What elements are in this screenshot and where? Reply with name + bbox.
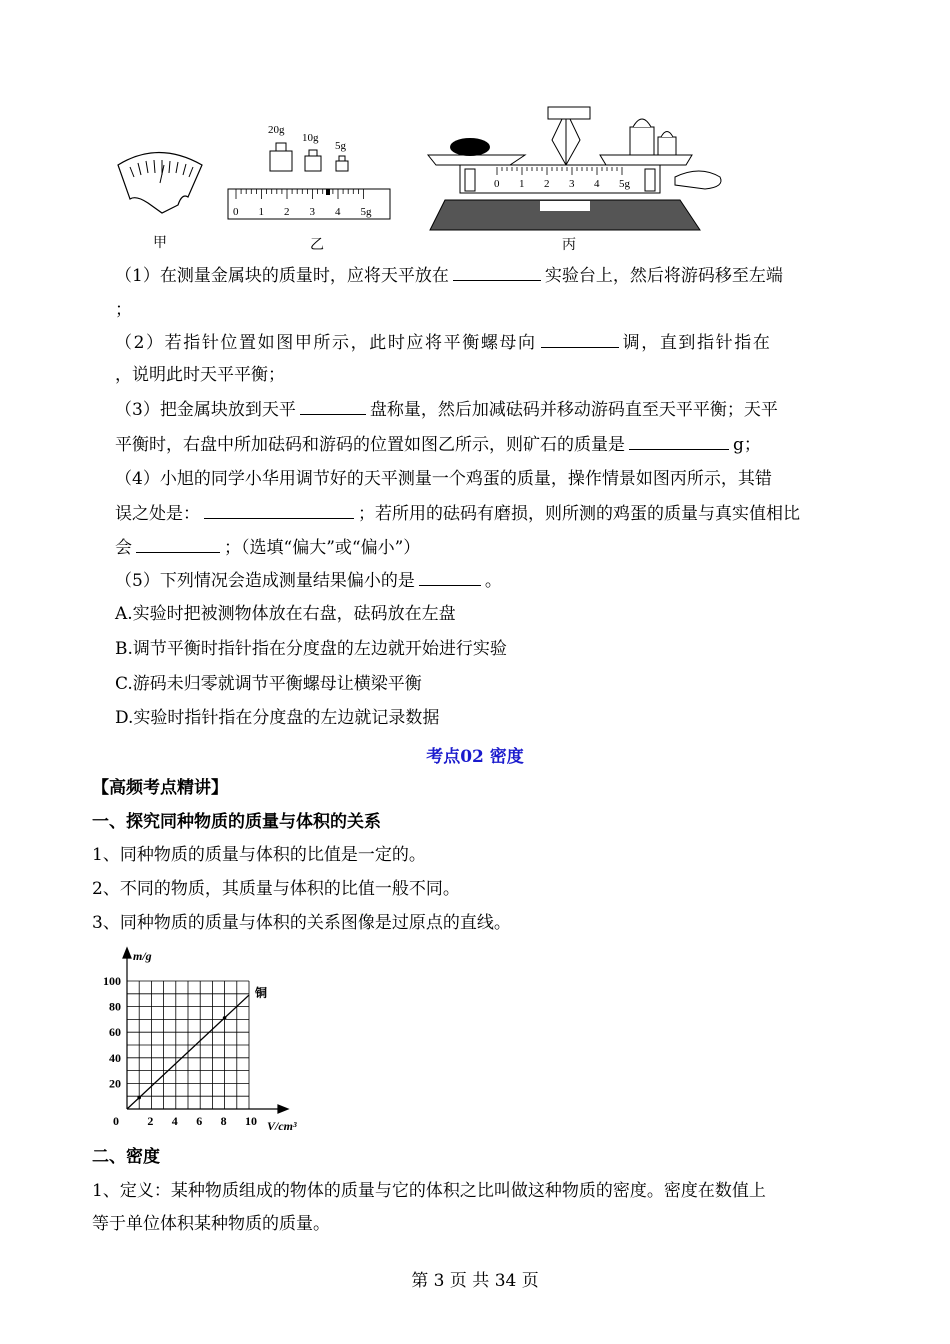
option-d: D.实验时指针指在分度盘的左边就记录数据 xyxy=(115,708,440,728)
series-label: 铜 xyxy=(255,986,268,1001)
part1-title: 一、探究同种物质的质量与体积的关系 xyxy=(92,812,381,832)
q1-tail: ； xyxy=(115,300,132,320)
q4-line1: （4）小旭的同学小华用调节好的天平测量一个鸡蛋的质量，操作情景如图丙所示，其错 xyxy=(115,469,772,489)
series-point xyxy=(223,1016,227,1020)
q4-line3-post: ；（选填“偏大”或“偏小”） xyxy=(224,538,421,558)
q2-post: 调，直到指针指在 xyxy=(622,333,772,353)
y-tick-label: 60 xyxy=(109,1025,121,1040)
x-axis-arrow xyxy=(278,1105,288,1113)
balance-tick-label: 4 xyxy=(594,178,600,190)
y-axis-label: m/g xyxy=(133,949,152,963)
caption-jia: 甲 xyxy=(153,235,167,251)
q3-line2 xyxy=(115,433,761,456)
option-a: A.实验时把被测物体放在右盘，砝码放在左盘 xyxy=(115,604,456,624)
gaopin-heading: 【高频考点精讲】 xyxy=(92,778,228,798)
x-tick-label: 0 xyxy=(113,1114,119,1128)
y-tick-label: 100 xyxy=(103,974,121,988)
q5-post: 。 xyxy=(484,571,502,591)
part1-item-1: 1、同种物质的质量与体积的比值是一定的。 xyxy=(92,845,426,865)
y-tick-label: 40 xyxy=(109,1050,121,1065)
q2-line xyxy=(115,331,771,354)
x-tick-label: 4 xyxy=(171,1114,178,1128)
q3-line2-pre: 平衡时，右盘中所加砝码和游码的位置如图乙所示，则矿石的质量是 xyxy=(115,435,625,455)
q4-blank1[interactable] xyxy=(204,502,354,519)
mass-volume-chart xyxy=(92,942,322,1137)
q3-blank1[interactable] xyxy=(300,398,366,415)
q4-line2-pre: 误之处是： xyxy=(115,504,200,524)
balance-tick-label: 2 xyxy=(544,178,550,190)
q2-tail: ，说明此时天平平衡； xyxy=(115,365,285,385)
q2-pre: （2）若指针位置如图甲所示，此时应将平衡螺母向 xyxy=(115,333,537,353)
q4-line2 xyxy=(115,502,800,525)
section-title: 考点02 密度 xyxy=(426,747,524,767)
balance-tick-label: 5g xyxy=(619,178,630,190)
q3-post: 盘称量，然后加减砝码并移动游码直至天平平衡；天平 xyxy=(369,400,778,420)
q5-line xyxy=(115,569,502,592)
weights-figure-yi xyxy=(228,124,390,219)
x-axis-label: V/cm³ xyxy=(267,1119,297,1133)
q3-pre: （3）把金属块放到天平 xyxy=(115,400,296,420)
ruler-tick-label: 2 xyxy=(284,206,290,218)
x-tick-label: 8 xyxy=(220,1114,227,1128)
q4-line3 xyxy=(115,536,420,559)
y-tick-label: 20 xyxy=(109,1076,121,1091)
q1-post: 实验台上，然后将游码移至左端 xyxy=(544,266,783,286)
x-tick-label: 10 xyxy=(245,1114,257,1128)
q1-blank[interactable] xyxy=(453,264,541,281)
dial-figure-jia xyxy=(118,153,202,214)
y-tick-label: 80 xyxy=(109,999,121,1014)
y-axis-arrow xyxy=(123,948,131,958)
part1-item-2: 2、不同的物质，其质量与体积的比值一般不同。 xyxy=(92,879,460,899)
q3-line2-post: g； xyxy=(733,435,761,455)
weight-label: 5g xyxy=(335,140,346,152)
q4-line3-pre: 会 xyxy=(115,538,132,558)
q5-pre: （5）下列情况会造成测量结果偏小的是 xyxy=(115,571,415,591)
ruler-tick-label: 5g xyxy=(360,206,372,218)
q4-blank2[interactable] xyxy=(136,536,220,553)
figures-row xyxy=(100,95,750,255)
option-b: B.调节平衡时指针指在分度盘的左边就开始进行实验 xyxy=(115,639,507,659)
page-footer: 第 3 页 共 34 页 xyxy=(411,1271,539,1291)
caption-bing: 丙 xyxy=(562,237,576,253)
ruler-tick-label: 3 xyxy=(309,206,315,218)
ruler-tick-label: 1 xyxy=(258,206,264,218)
balance-tick-label: 1 xyxy=(519,178,525,190)
balance-figure-bing xyxy=(428,107,721,230)
x-tick-label: 2 xyxy=(147,1114,154,1128)
balance-tick-label: 3 xyxy=(569,178,575,190)
q4-line2-post: ；若所用的砝码有磨损，则所测的鸡蛋的质量与真实值相比 xyxy=(358,504,800,524)
part2-title: 二、密度 xyxy=(92,1147,160,1167)
option-c: C.游码未归零就调节平衡螺母让横梁平衡 xyxy=(115,674,422,694)
caption-yi: 乙 xyxy=(310,237,324,253)
ruler-tick-label: 4 xyxy=(335,206,341,218)
q3-blank2[interactable] xyxy=(629,433,729,450)
q1-pre: （1）在测量金属块的质量时，应将天平放在 xyxy=(115,266,449,286)
q1-line xyxy=(115,264,783,287)
series-point xyxy=(137,1096,141,1100)
part2-def-line2: 等于单位体积某种物质的质量。 xyxy=(92,1214,330,1234)
balance-tick-label: 0 xyxy=(494,178,500,190)
q3-line1 xyxy=(115,398,778,421)
weight-label: 10g xyxy=(302,132,319,144)
part2-def-line1: 1、定义：某种物质组成的物体的质量与它的体积之比叫做这种物质的密度。密度在数值上 xyxy=(92,1181,766,1201)
q5-blank[interactable] xyxy=(419,569,481,586)
ruler-tick-label: 0 xyxy=(233,206,239,218)
q2-blank[interactable] xyxy=(541,331,619,348)
x-tick-label: 6 xyxy=(196,1114,203,1128)
part1-item-3: 3、同种物质的质量与体积的关系图像是过原点的直线。 xyxy=(92,913,511,933)
weight-label: 20g xyxy=(268,124,285,136)
